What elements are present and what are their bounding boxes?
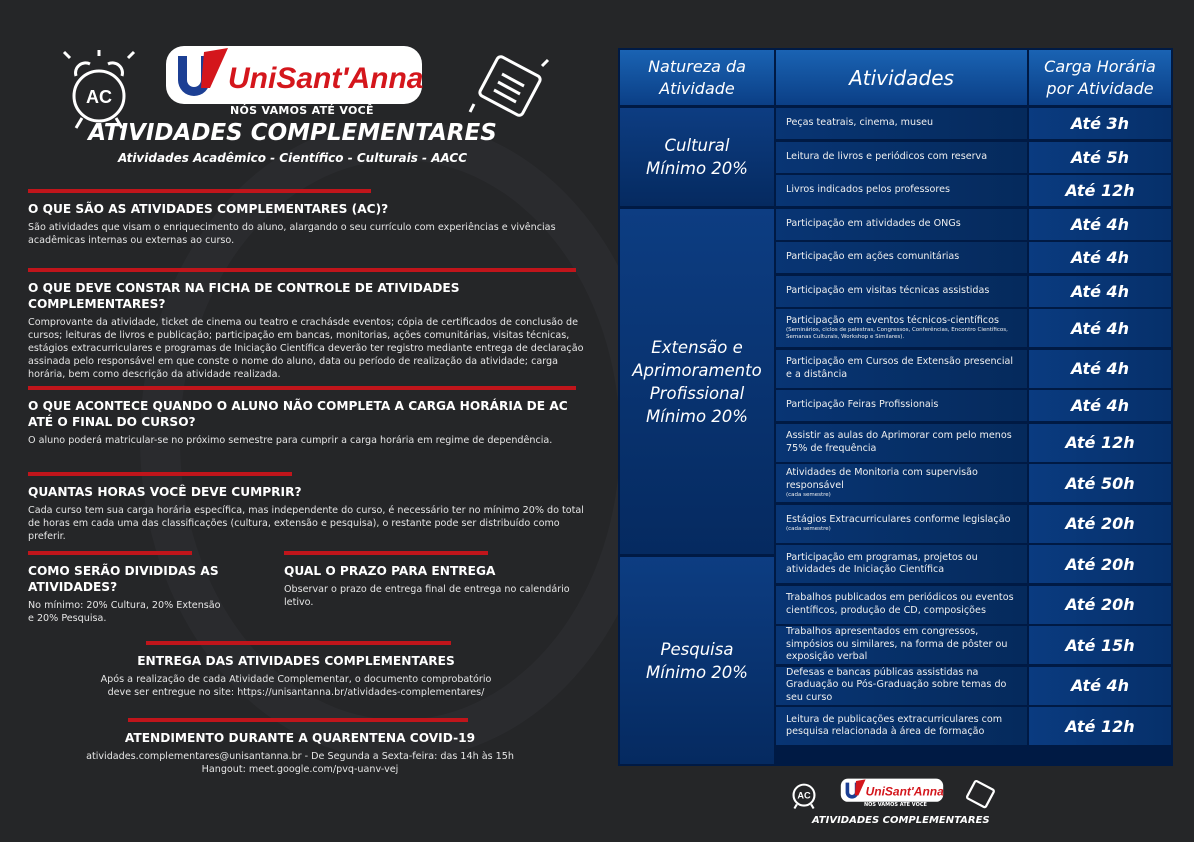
section-covid [60,718,540,776]
hours-cell: Até 12h [1029,424,1171,462]
activity-cell [776,309,1027,347]
category-min: Mínimo 20% [646,406,748,426]
category-name: Pesquisa [660,639,734,659]
section-divider [128,718,468,722]
category-extensao [620,209,774,554]
section-deadline [284,551,589,609]
activity-cell [776,545,1027,583]
hours-cell: Até 4h [1029,350,1171,388]
hangout-link: Hangout: meet.google.com/pvq-uanv-vej [201,764,399,775]
activity-text: Trabalhos publicados em periódicos ou eventos científicos, produção de CD, composições [786,592,1014,616]
activity-text: Trabalhos apresentados em congressos, simpósios ou similares, na forma de pôster ou exposição verbal [786,626,1008,663]
section-heading: QUAL O PRAZO PARA ENTREGA [284,564,496,578]
notebook-icon [960,779,1000,811]
header-activities: Atividades [776,50,1027,105]
hours-cell: Até 5h [1029,142,1171,173]
activity-cell [776,108,1027,139]
activity-text: Atividades de Monitoria com supervisão responsável [786,467,978,491]
section-record [28,268,588,381]
clock-label: AC [86,87,112,107]
section-what [28,189,588,247]
activity-cell [776,276,1027,307]
category-min: Mínimo 20% [646,159,748,178]
section-heading: O QUE ACONTECE QUANDO O ALUNO NÃO COMPLETA A CARGA HORÁRIA DE AC ATÉ O FINAL DO CURSO? [28,399,568,429]
activity-text: Defesas e bancas públicas assistidas na Graduação ou Pós-Graduação sobre temas do seu curso [786,666,1007,703]
section-delivery [96,641,496,699]
activities-table [618,48,1173,766]
footer-logo-text: UniSant'Anna [865,784,944,799]
hours-cell: Até 20h [1029,545,1171,583]
activity-note: (cada semestre) [786,492,831,498]
activity-cell [776,586,1027,624]
category-min: Mínimo 20% [646,662,748,682]
header-hours: Carga Horária por Atividade [1029,50,1171,105]
section-text: O aluno poderá matricular-se no próximo semestre para cumprir a carga horária em regime de dependência. [28,435,553,446]
activity-cell [776,667,1027,705]
slogan: NÓS VAMOS ATÉ VOCÊ [230,104,374,117]
activity-cell [776,707,1027,745]
category-name: Cultural [664,136,730,155]
footer-clock-label: AC [797,790,811,801]
hours-cell: Até 4h [1029,667,1171,705]
hours-cell: Até 4h [1029,276,1171,307]
section-text: São atividades que visam o enriquecimento do aluno, alargando o seu currículo com experiências e vivências acadêmicas internas ou externas ao curso. [28,222,556,246]
activity-cell [776,505,1027,543]
activity-text: Leitura de livros e periódicos com reserva [786,150,988,162]
activity-text: Participação em Cursos de Extensão presencial e a distância [786,356,1014,380]
activity-note: (cada semestre) [786,526,831,533]
footer [782,775,1012,830]
section-text: Cada curso tem sua carga horária específica, mas independente do curso, é necessário ter no mínimo 20% do total de horas em cada uma das classificações (cultura, extensão e pesquisa), o restante pode ser distribuído como preferir. [28,505,584,542]
contact-email-line: atividades.complementares@unisantanna.br - De Segunda a Sexta-feira: das 14h às 15h [86,751,514,762]
section-hours [28,472,588,543]
hours-cell: Até 4h [1029,209,1171,240]
hours-cell: Até 20h [1029,586,1171,624]
category-cultural [620,108,774,206]
section-heading: COMO SERÃO DIVIDIDAS AS ATIVIDADES? [28,564,219,594]
activity-cell [776,142,1027,173]
section-divider [28,386,576,390]
category-pesquisa [620,557,774,764]
section-heading: ATENDIMENTO DURANTE A QUARENTENA COVID-19 [124,731,476,745]
activity-cell [776,626,1027,664]
activity-cell [776,175,1027,206]
alarm-clock-icon [788,775,820,811]
activity-cell [776,390,1027,421]
section-divided [28,551,228,625]
section-divider [146,641,451,645]
footer-slogan: NÓS VAMOS ATÉ VOCÊ [864,802,927,808]
section-heading: QUANTAS HORAS VOCÊ DEVE CUMPRIR? [28,485,302,499]
section-heading: O QUE DEVE CONSTAR NA FICHA DE CONTROLE DE ATIVIDADES COMPLEMENTARES? [28,281,460,311]
header [40,36,590,171]
section-incomplete [28,386,588,447]
hours-cell: Até 4h [1029,309,1171,347]
hours-cell: Até 15h [1029,626,1171,664]
page-title: ATIVIDADES COMPLEMENTARES [88,120,497,146]
section-text: Após a realização de cada Atividade Complementar, o documento comprobatório deve ser entregue no site: https://unisantanna.br/atividades-complementares/ [100,674,492,698]
activity-text: Participação em atividades de ONGs [786,217,961,229]
activity-text: Participação em visitas técnicas assistidas [786,284,990,296]
section-heading: ENTREGA DAS ATIVIDADES COMPLEMENTARES [137,654,455,668]
hours-cell: Até 12h [1029,175,1171,206]
section-text: Comprovante da atividade, ticket de cinema ou teatro e crachásde eventos; cópia de certificados de conclusão de cursos; leituras de livros e publicação; participação em bancas, monitorias, ações comunitárias, visitas técnicas, estágios extracurriculares e programas de Iniciação Científica deverão ter registro mediante entrega de declaração assinada pelo responsável em que conste o nome do aluno, data ou período de realização da atividade; carga horária, bem como descrição da atividade realizada. [28,317,584,380]
activity-text: Estágios Extracurriculares conforme legislação [786,513,1011,525]
activity-cell [776,464,1027,502]
notebook-icon [468,52,550,124]
logo-text: UniSant'Anna [228,62,424,95]
activity-text: Participação Feiras Profissionais [786,399,939,411]
activity-text: Participação em programas, projetos ou atividades de Iniciação Científica [786,551,978,575]
footer-logo [836,777,948,805]
page-subtitle: Atividades Acadêmico - Científico - Culturais - AACC [117,151,468,165]
activity-text: Livros indicados pelos professores [786,184,951,196]
section-divider [28,551,192,555]
hours-cell: Até 50h [1029,464,1171,502]
activity-text: Leitura de publicações extracurriculares com pesquisa relacionada à área de formação [786,713,1003,737]
activity-text: Participação em eventos técnicos-científicos [786,314,999,326]
hours-cell: Até 4h [1029,242,1171,273]
section-text: No mínimo: 20% Cultura, 20% Extensão e 20% Pesquisa. [28,600,221,624]
activity-cell [776,242,1027,273]
section-divider [284,551,488,555]
hours-cell: Até 20h [1029,505,1171,543]
activity-text: Participação em ações comunitárias [786,251,960,263]
unisantanna-logo [164,42,424,112]
hours-cell: Até 3h [1029,108,1171,139]
section-divider [28,472,292,476]
header-nature: Natureza da Atividade [620,50,774,105]
footer-title: ATIVIDADES COMPLEMENTARES [812,815,990,826]
section-text: Observar o prazo de entrega final de entrega no calendário letivo. [284,584,570,608]
activity-text: Peças teatrais, cinema, museu [786,117,934,129]
hours-cell: Até 4h [1029,390,1171,421]
section-heading: O QUE SÃO AS ATIVIDADES COMPLEMENTARES (AC)? [28,202,389,216]
activity-note: (Seminários, ciclos de palestras, Congressos, Conferências, Encontro Científicos, Semanas Culturais, Workshop e Similares). [786,327,1008,341]
activity-cell [776,209,1027,240]
hours-cell: Até 12h [1029,707,1171,745]
category-name: Extensão e Aprimoramento Profissional [632,337,762,403]
activity-text: Assistir as aulas do Aprimorar com pelo menos 75% de frequência [786,430,1012,454]
section-divider [28,268,576,272]
activity-cell [776,424,1027,462]
section-divider [28,189,371,193]
activity-cell [776,350,1027,388]
